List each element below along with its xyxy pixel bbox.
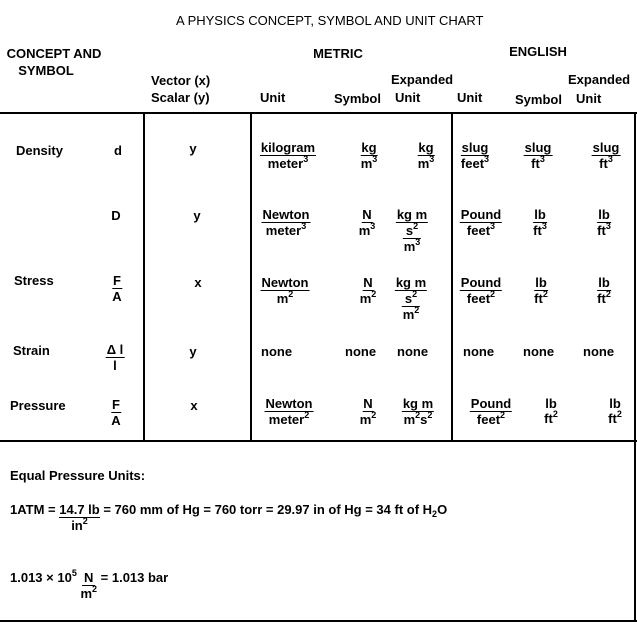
- vs-stress: x: [194, 275, 202, 290]
- concept-density: Density: [16, 143, 63, 158]
- english-expanded-unit-header: Unit: [576, 91, 602, 106]
- pressure-english-expanded: lb $ft^2$: [608, 396, 622, 426]
- density-metric-expanded: $\frac{kg}{m^3}$: [417, 140, 435, 171]
- strain-metric-unit: none: [261, 344, 293, 359]
- weight-density-english-symbol: $\frac{lb}{ft^3}$: [533, 207, 547, 238]
- concept-stress: Stress: [14, 273, 54, 288]
- weight-density-metric-expanded: kg m $s^2$ $m^3$: [396, 207, 428, 254]
- right-border: [634, 112, 636, 622]
- metric-symbol-header: Symbol: [334, 91, 381, 106]
- weight-density-metric-unit: Newton meter$^3$: [262, 207, 310, 238]
- strain-english-expanded: none: [583, 344, 615, 359]
- col-divider-vector: [143, 112, 145, 441]
- density-metric-unit: kilogram meter$^3$: [260, 140, 316, 171]
- pressure-metric-expanded: $\frac{\text{kg m}}{m^2s^2}$: [402, 396, 434, 427]
- table-bottom-divider: [0, 440, 637, 442]
- scalar-header: Scalar (y): [151, 90, 210, 105]
- symbol-strain: $\frac{\text{Δ l}}{l}$: [106, 342, 124, 373]
- concept-symbol-header-line2: SYMBOL: [18, 63, 74, 78]
- english-header: ENGLISH: [509, 44, 567, 59]
- stress-metric-symbol: $\frac{N}{m^2}$: [359, 275, 377, 306]
- metric-expanded-unit-header: Unit: [395, 90, 421, 105]
- metric-unit-header: Unit: [260, 90, 286, 105]
- header-divider: [0, 112, 637, 114]
- strain-english-unit: none: [463, 344, 495, 359]
- bottom-border: [0, 620, 637, 622]
- vector-header: Vector (x): [151, 73, 211, 88]
- concept-strain: Strain: [13, 343, 50, 358]
- stress-english-unit: Pound feet$^2$: [460, 275, 502, 306]
- vs-weight-density: y: [193, 208, 201, 223]
- strain-metric-symbol: none: [345, 344, 377, 359]
- symbol-stress: $\frac{F}{A}$: [112, 273, 122, 304]
- equal-pressure-heading: Equal Pressure Units:: [10, 468, 146, 483]
- stress-english-expanded: $\frac{lb}{ft^2}$: [597, 275, 611, 306]
- stress-metric-expanded: kg m $s^2$ $m^2$: [395, 275, 427, 322]
- english-unit-header: Unit: [457, 90, 483, 105]
- pressure-english-unit: Pound feet$^2$: [470, 396, 512, 427]
- english-expanded-header: Expanded: [568, 72, 631, 87]
- pressure-metric-symbol: $\frac{N}{m^2}$: [359, 396, 377, 427]
- weight-density-english-expanded: $\frac{lb}{ft^3}$: [597, 207, 611, 238]
- strain-metric-expanded: none: [397, 344, 429, 359]
- col-divider-metric: [250, 112, 252, 441]
- vs-pressure: x: [190, 398, 198, 413]
- density-metric-symbol: $\frac{kg}{m^3}$: [360, 140, 378, 171]
- vs-strain: y: [189, 344, 197, 359]
- weight-density-metric-symbol: $\frac{N}{m^3}$: [358, 207, 376, 238]
- metric-expanded-header: Expanded: [391, 72, 454, 87]
- density-english-unit: slug feet$^3$: [460, 140, 490, 171]
- english-symbol-header: Symbol: [515, 92, 562, 107]
- bar-equation: $1.013 \times 10^5$ $\frac{N}{m^2}$ = 1.013 bar: [10, 568, 169, 601]
- density-english-symbol: slug $ft^3$: [524, 140, 552, 171]
- stress-metric-unit: Newton $m^2$: [261, 275, 309, 306]
- page-title: A PHYSICS CONCEPT, SYMBOL AND UNIT CHART: [176, 13, 484, 28]
- concept-symbol-header-line1: CONCEPT AND: [6, 46, 102, 61]
- stress-english-symbol: $\frac{lb}{ft^2}$: [534, 275, 548, 306]
- vs-density: y: [189, 141, 197, 156]
- pressure-metric-unit: Newton meter$^2$: [265, 396, 313, 427]
- density-english-expanded: slug $ft^3$: [592, 140, 620, 171]
- symbol-pressure: $\frac{F}{A}$: [111, 397, 121, 428]
- pressure-english-symbol: lb $ft^2$: [544, 396, 558, 426]
- strain-english-symbol: none: [523, 344, 555, 359]
- concept-pressure: Pressure: [10, 398, 66, 413]
- metric-header: METRIC: [313, 46, 363, 61]
- weight-density-english-unit: Pound feet$^3$: [460, 207, 502, 238]
- symbol-weight-density: D: [111, 208, 121, 223]
- symbol-density: d: [114, 143, 122, 158]
- col-divider-english: [451, 112, 453, 441]
- atm-equation: 1ATM = $\frac{14.7 lb}{in^2}$ = 760 mm of Hg = 760 torr = 29.97 in of Hg = 34 ft of $H_2O$: [10, 502, 448, 533]
